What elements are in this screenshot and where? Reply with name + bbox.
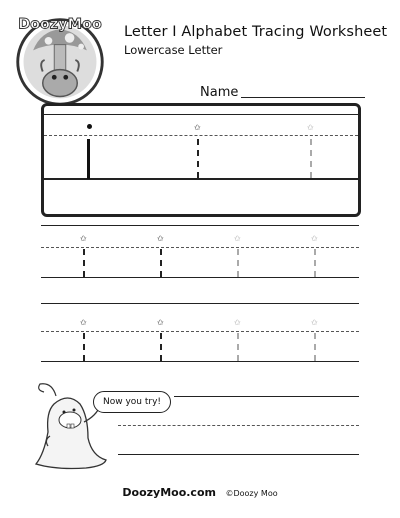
speech-bubble: Now you try!: [93, 391, 171, 413]
letter-dot: [87, 124, 92, 129]
name-label: Name: [200, 85, 239, 100]
dashed-stem: [314, 249, 316, 277]
row4-top-line: [174, 396, 359, 397]
star-dot-icon: ✩: [234, 318, 241, 327]
row4-mid-line: [118, 425, 359, 426]
row2-top-line: [41, 225, 359, 226]
row4-base-line: [118, 454, 359, 455]
doozymoo-logo: [12, 12, 108, 108]
row1-base-line: [44, 178, 358, 180]
dashed-stem: [160, 249, 162, 277]
star-dot-icon: ✩: [157, 318, 164, 327]
letter-stem: [87, 139, 90, 179]
row1-top-line: [44, 114, 358, 115]
dashed-stem: [197, 139, 199, 178]
star-dot-icon: ✩: [311, 318, 318, 327]
star-dot-icon: ✩: [234, 234, 241, 243]
row2-base-line: [41, 277, 359, 278]
dashed-stem: [310, 139, 312, 178]
dashed-stem: [237, 333, 239, 361]
row3-mid-line: [41, 331, 359, 332]
star-dot-icon: ✩: [307, 123, 314, 132]
row3-base-line: [41, 361, 359, 362]
worksheet-subtitle: Lowercase Letter: [124, 43, 223, 57]
dashed-stem: [83, 333, 85, 361]
row1-mid-line: [44, 135, 358, 136]
footer-copyright: ©Doozy Moo: [225, 489, 278, 498]
row3-top-line: [41, 303, 359, 304]
footer-site: DoozyMoo.com: [122, 486, 216, 499]
name-input-line[interactable]: [241, 97, 365, 98]
dashed-stem: [314, 333, 316, 361]
star-dot-icon: ✩: [311, 234, 318, 243]
star-dot-icon: ✩: [194, 123, 201, 132]
star-dot-icon: ✩: [80, 318, 87, 327]
logo-wordmark: DoozyMoo: [18, 16, 102, 33]
dashed-stem: [160, 333, 162, 361]
footer: [0, 486, 400, 499]
worksheet-title: Letter I Alphabet Tracing Worksheet: [124, 24, 388, 40]
star-dot-icon: ✩: [157, 234, 164, 243]
star-dot-icon: ✩: [80, 234, 87, 243]
row2-mid-line: [41, 247, 359, 248]
dashed-stem: [83, 249, 85, 277]
dashed-stem: [237, 249, 239, 277]
